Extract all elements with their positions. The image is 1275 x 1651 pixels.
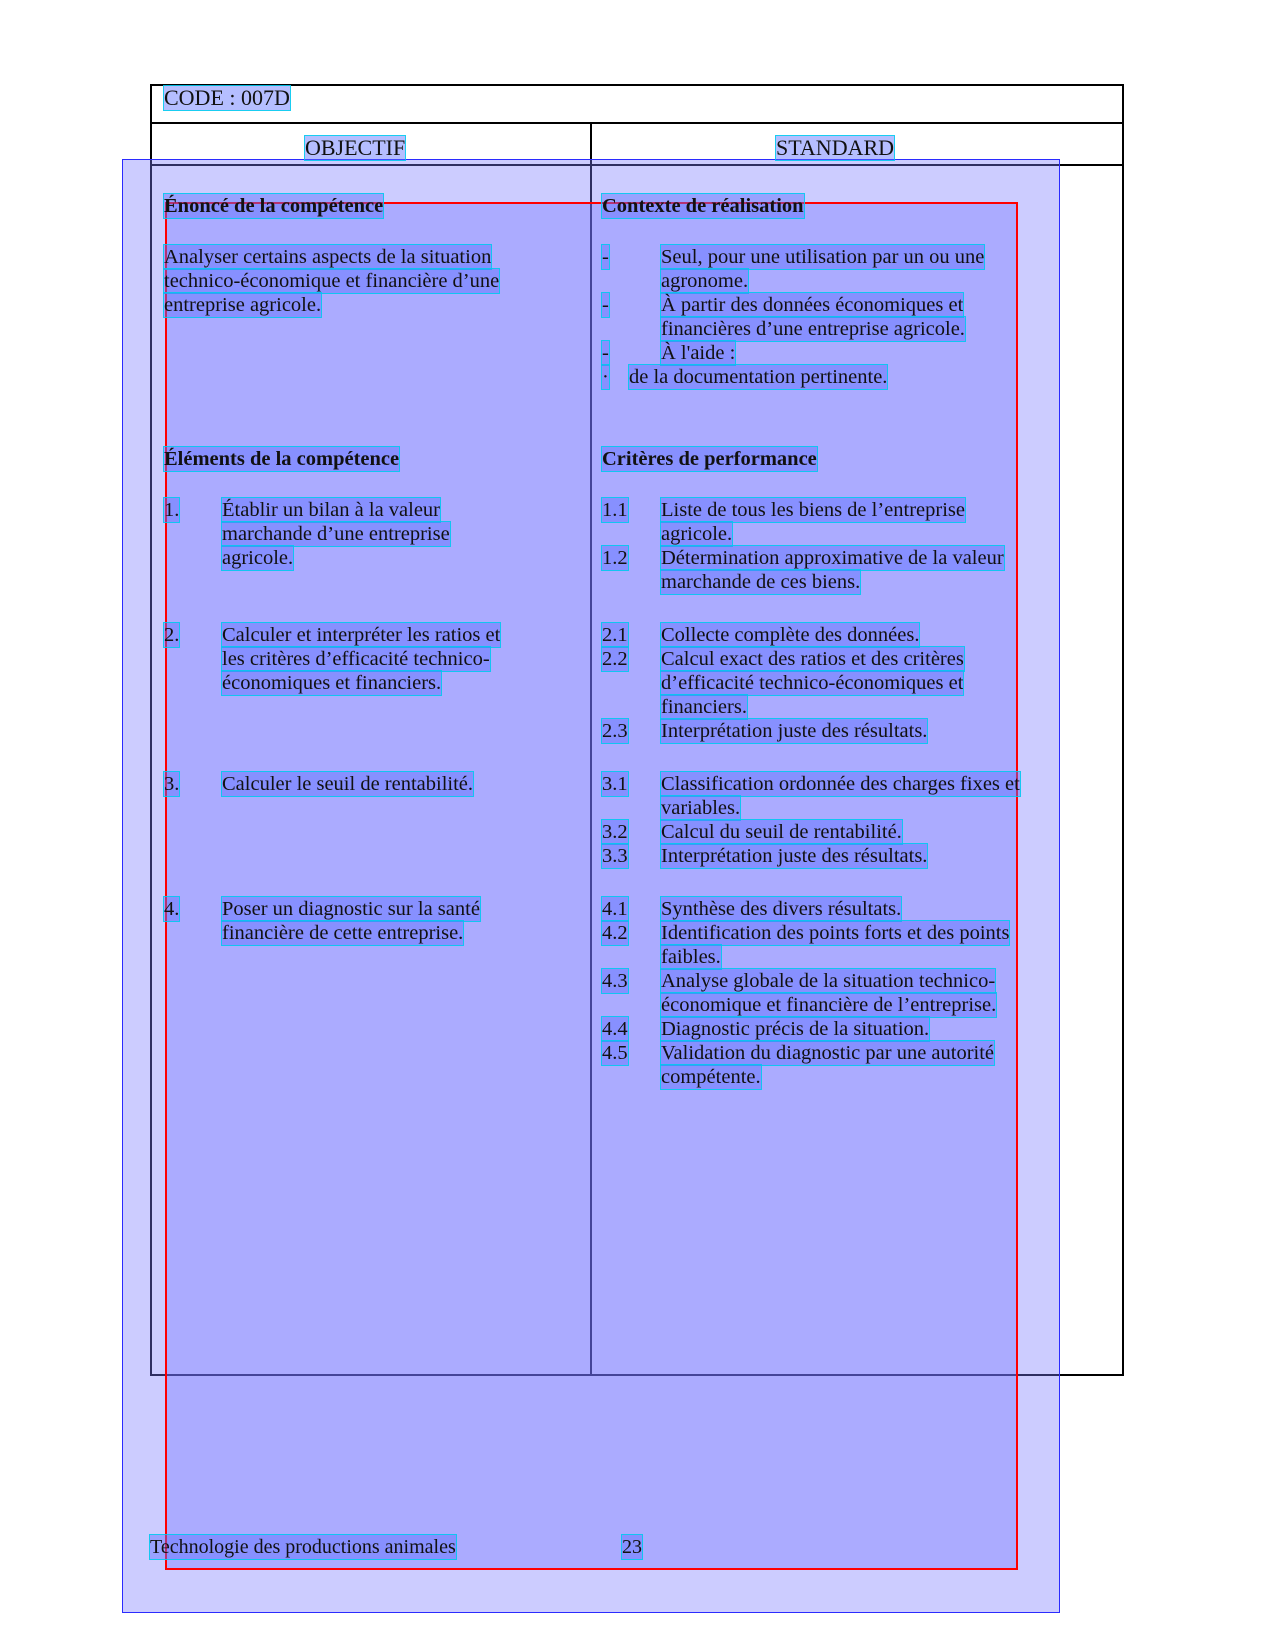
critere-line: Classification ordonnée des charges fixes et xyxy=(661,773,1020,795)
contexte-bullet: · xyxy=(602,366,609,388)
contexte-line: Seul, pour une utilisation par un ou une xyxy=(661,246,985,268)
critere-line: Analyse globale de la situation technico- xyxy=(661,970,996,992)
contexte-bullet: - xyxy=(602,246,609,268)
critere-num: 3.1 xyxy=(602,773,628,795)
critere-line: d’efficacité technico-économiques et xyxy=(661,672,964,694)
critere-line: Diagnostic précis de la situation. xyxy=(661,1018,930,1040)
critere-num: 4.4 xyxy=(602,1018,628,1040)
footer-program: Technologie des productions animales xyxy=(150,1536,456,1558)
element-line: les critères d’efficacité technico- xyxy=(222,648,490,670)
critere-num: 2.2 xyxy=(602,648,628,670)
contexte-line: de la documentation pertinente. xyxy=(629,366,888,388)
critere-num: 4.2 xyxy=(602,922,628,944)
footer-page-number: 23 xyxy=(622,1536,642,1558)
critere-num: 3.2 xyxy=(602,821,628,843)
code-label: CODE : 007D xyxy=(164,85,290,110)
critere-line: économique et financière de l’entreprise. xyxy=(661,994,997,1016)
critere-num: 4.1 xyxy=(602,898,628,920)
critere-num: 4.5 xyxy=(602,1042,628,1064)
critere-line: Synthèse des divers résultats. xyxy=(661,898,902,920)
critere-line: compétente. xyxy=(661,1066,761,1088)
critere-num: 2.1 xyxy=(602,624,628,646)
contexte-bullet: - xyxy=(602,342,609,364)
element-line: marchande d’une entreprise xyxy=(222,523,450,545)
element-line: Établir un bilan à la valeur xyxy=(222,499,441,521)
element-line: économiques et financiers. xyxy=(222,672,442,694)
critere-line: Collecte complète des données. xyxy=(661,624,920,646)
element-num: 4. xyxy=(164,898,180,920)
code-row-divider xyxy=(150,122,1124,124)
header-objectif: OBJECTIF xyxy=(305,135,406,160)
element-line: Calculer le seuil de rentabilité. xyxy=(222,773,474,795)
contexte-line: À l'aide : xyxy=(661,342,736,364)
critere-line: agricole. xyxy=(661,523,733,545)
element-num: 3. xyxy=(164,773,180,795)
critere-num: 4.3 xyxy=(602,970,628,992)
enonce-line: Analyser certains aspects de la situation xyxy=(164,246,492,268)
critere-num: 2.3 xyxy=(602,720,628,742)
critere-num: 1.1 xyxy=(602,499,628,521)
critere-line: Calcul exact des ratios et des critères xyxy=(661,648,964,670)
contexte-bullet: - xyxy=(602,294,609,316)
critere-num: 3.3 xyxy=(602,845,628,867)
contexte-title: Contexte de réalisation xyxy=(602,195,804,217)
critere-line: Identification des points forts et des points xyxy=(661,922,1010,944)
header-standard: STANDARD xyxy=(776,135,895,160)
critere-line: Validation du diagnostic par une autorité xyxy=(661,1042,995,1064)
enonce-line: entreprise agricole. xyxy=(164,294,322,316)
contexte-line: À partir des données économiques et xyxy=(661,294,964,316)
critere-line: Interprétation juste des résultats. xyxy=(661,720,928,742)
critere-line: variables. xyxy=(661,797,741,819)
elements-title: Éléments de la compétence xyxy=(164,448,400,470)
criteres-title: Critères de performance xyxy=(602,448,817,470)
critere-line: Liste de tous les biens de l’entreprise xyxy=(661,499,965,521)
contexte-line: financières d’une entreprise agricole. xyxy=(661,318,965,340)
element-line: Poser un diagnostic sur la santé xyxy=(222,898,480,920)
critere-line: marchande de ces biens. xyxy=(661,571,861,593)
critere-num: 1.2 xyxy=(602,547,628,569)
element-line: agricole. xyxy=(222,547,294,569)
critere-line: Interprétation juste des résultats. xyxy=(661,845,928,867)
element-line: Calculer et interpréter les ratios et xyxy=(222,624,501,646)
element-num: 1. xyxy=(164,499,180,521)
enonce-title: Énoncé de la compétence xyxy=(164,195,384,217)
critere-line: Calcul du seuil de rentabilité. xyxy=(661,821,902,843)
content-highlight-box xyxy=(165,202,1018,1570)
element-line: financière de cette entreprise. xyxy=(222,922,464,944)
critere-line: financiers. xyxy=(661,696,747,718)
contexte-line: agronome. xyxy=(661,270,749,292)
critere-line: faibles. xyxy=(661,946,721,968)
critere-line: Détermination approximative de la valeur xyxy=(661,547,1004,569)
element-num: 2. xyxy=(164,624,180,646)
enonce-line: technico-économique et financière d’une xyxy=(164,270,500,292)
